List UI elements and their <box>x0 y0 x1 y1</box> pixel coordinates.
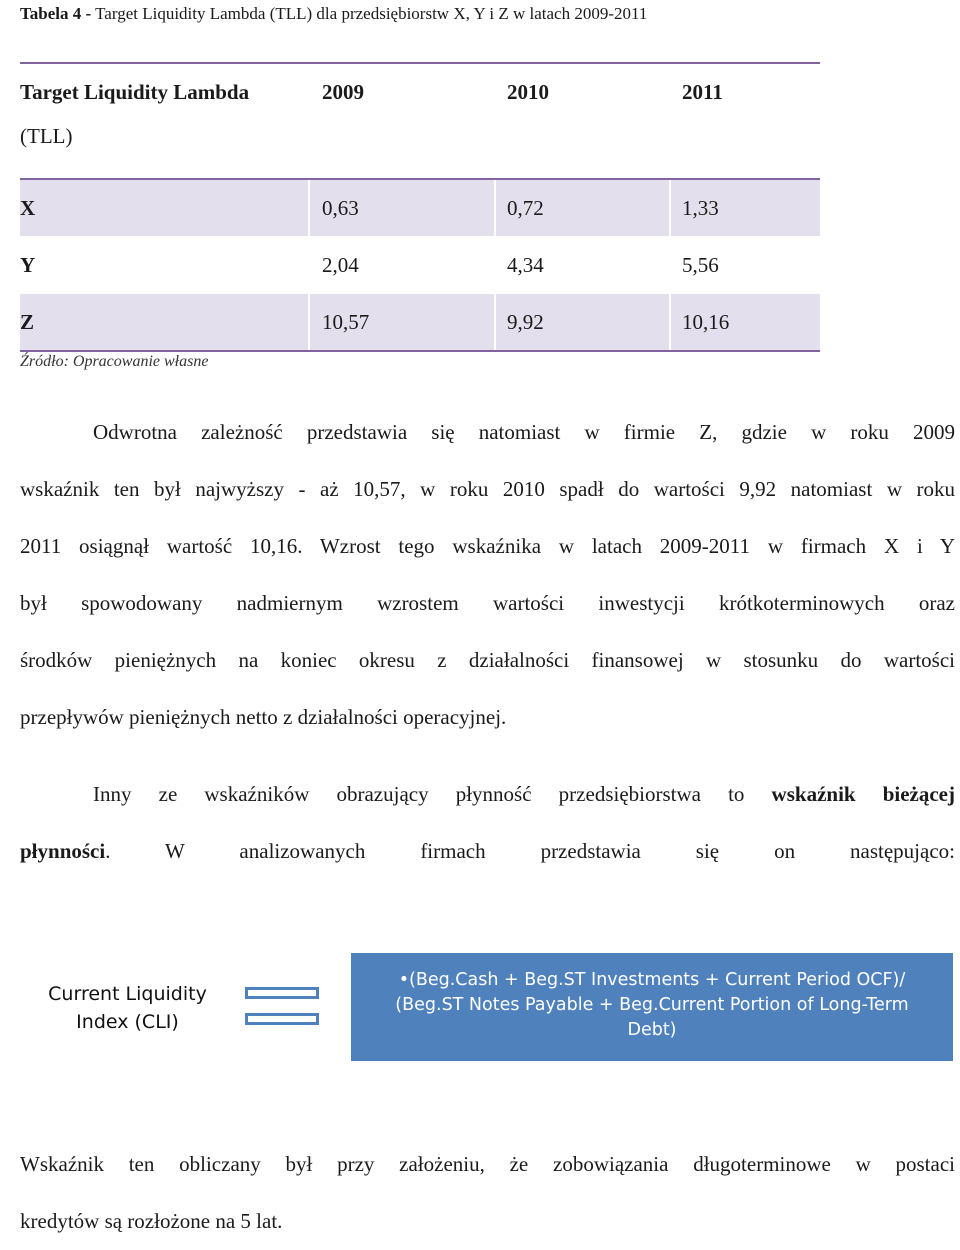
paragraph-line: był spowodowany nadmiernym wzrostem wartości inwestycji krótkoterminowych oraz <box>20 591 955 615</box>
table-source-note: Źródło: Opracowanie własne <box>20 353 209 370</box>
formula-line: (Beg.ST Notes Payable + Beg.Current Portion of Long-Term <box>395 995 909 1015</box>
header-year-2009: 2009 <box>322 80 364 104</box>
caption-text: Target Liquidity Lambda (TLL) dla przedsiębiorstw X, Y i Z w latach 2009-2011 <box>91 4 648 23</box>
cell-z-2009: 10,57 <box>322 310 370 334</box>
header-label-line2: (TLL) <box>20 124 73 148</box>
paragraph-line: przepływów pieniężnych netto z działalności operacyjnej. <box>20 705 507 729</box>
row-label-z: Z <box>20 310 35 334</box>
paragraph-line: Odwrotna zależność przedstawia się natomiast w firmie Z, gdzie w roku 2009 <box>93 420 955 444</box>
paragraph-line <box>20 766 955 823</box>
table-caption <box>20 2 950 26</box>
paragraph-text: Inny ze wskaźników obrazujący płynność przedsiębiorstwa to <box>93 782 772 806</box>
paragraph-line <box>20 823 955 880</box>
paragraph-3 <box>20 1136 955 1250</box>
formula-line: •(Beg.Cash + Beg.ST Investments + Current Period OCF)/ <box>398 970 906 990</box>
table-header-row-2 <box>20 108 820 164</box>
table-row <box>20 294 820 350</box>
caption-prefix: Tabela 4 - <box>20 4 92 23</box>
paragraph-line: kredytów są rozłożone na 5 lat. <box>20 1209 283 1233</box>
formula-line: Debt) <box>627 1020 677 1040</box>
header-year-2011: 2011 <box>682 80 723 104</box>
column-divider <box>308 294 310 350</box>
paragraph-line: 2011 osiągnął wartość 10,16. Wzrost tego wskaźnika w latach 2009-2011 w firmach X i Y <box>20 534 955 558</box>
term-bold: wskaźnik bieżącej <box>771 782 955 806</box>
paragraph-line: wskaźnik ten był najwyższy - aż 10,57, w roku 2010 spadł do wartości 9,92 natomiast w roku <box>20 477 955 501</box>
row-label-y: Y <box>20 253 36 277</box>
row-label-x: X <box>20 196 36 220</box>
paragraph-text: . W analizowanych firmach przedstawia się on następująco: <box>105 839 955 863</box>
formula-box <box>351 953 953 1061</box>
table-row <box>20 237 820 293</box>
cell-x-2010: 0,72 <box>507 196 544 220</box>
table-bottom-rule <box>20 350 820 352</box>
term-bold: płynności <box>20 839 106 863</box>
cell-y-2009: 2,04 <box>322 253 359 277</box>
paragraph-1 <box>20 404 955 746</box>
cell-y-2010: 4,34 <box>507 253 544 277</box>
cell-x-2011: 1,33 <box>682 196 719 220</box>
table-row <box>20 180 820 236</box>
column-divider <box>308 180 310 236</box>
header-label-line1: Target Liquidity Lambda <box>20 80 250 104</box>
paragraph-2 <box>20 766 955 880</box>
equals-icon-bottom-bar <box>245 1013 319 1025</box>
cell-y-2011: 5,56 <box>682 253 719 277</box>
cell-z-2010: 9,92 <box>507 310 544 334</box>
paragraph-line: Wskaźnik ten obliczany był przy założeniu, że zobowiązania długoterminowe w postaci <box>20 1152 955 1176</box>
cell-x-2009: 0,63 <box>322 196 359 220</box>
column-divider <box>669 180 671 236</box>
cli-label: Current Liquidity Index (CLI) <box>48 983 207 1033</box>
cell-z-2011: 10,16 <box>682 310 730 334</box>
equals-icon-top-bar <box>245 987 319 999</box>
column-divider <box>494 180 496 236</box>
column-divider <box>494 294 496 350</box>
header-year-2010: 2010 <box>507 80 549 104</box>
paragraph-line: środków pieniężnych na koniec okresu z działalności finansowej w stosunku do wartości <box>20 648 955 672</box>
column-divider <box>669 294 671 350</box>
